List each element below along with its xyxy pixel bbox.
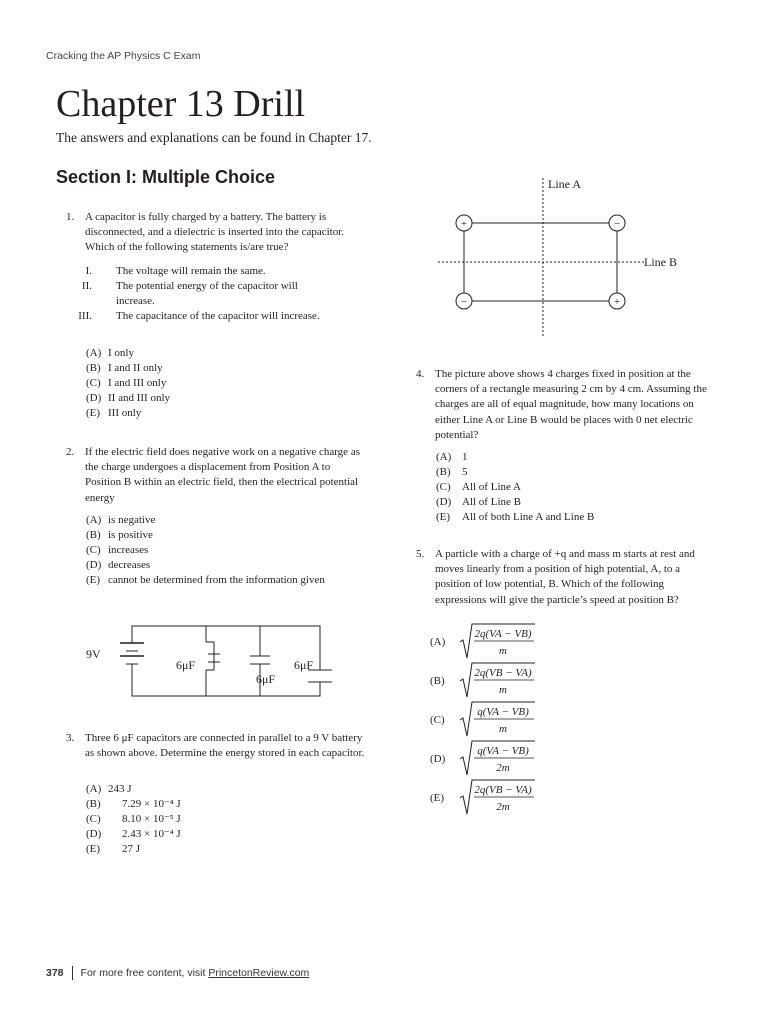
choice-e[interactable] bbox=[436, 510, 594, 525]
choice-label: (D) bbox=[430, 753, 446, 765]
question-text: Three 6 μF capacitors are connected in parallel to a 9 V battery as shown above. Determine the energy stored in each capacitor. bbox=[85, 732, 365, 760]
chapter-title: Chapter 13 Drill bbox=[56, 83, 306, 125]
question-4 bbox=[416, 367, 716, 443]
choice-text: 243 J bbox=[108, 783, 132, 795]
question-5 bbox=[416, 547, 716, 608]
choice-text: 27 J bbox=[122, 843, 141, 855]
choice-c[interactable] bbox=[436, 480, 594, 495]
choice-label: (D) bbox=[86, 828, 102, 840]
statement-text: The voltage will remain the same. bbox=[116, 265, 266, 277]
statement-3 bbox=[66, 309, 336, 324]
choice-label: (A) bbox=[86, 783, 102, 795]
q3-choices bbox=[86, 782, 181, 857]
choice-e[interactable] bbox=[86, 406, 170, 421]
choice-text: I and II only bbox=[108, 362, 163, 374]
princeton-review-link[interactable]: PrincetonReview.com bbox=[208, 966, 310, 979]
choice-label: (C) bbox=[86, 813, 101, 825]
choice-c[interactable] bbox=[86, 376, 170, 391]
question-3 bbox=[66, 731, 366, 761]
choice-text: is positive bbox=[108, 529, 153, 541]
choice-d[interactable] bbox=[86, 827, 181, 842]
choice-a[interactable] bbox=[430, 624, 535, 658]
numerator: q(VA − VB) bbox=[477, 706, 529, 718]
line-a-label: Line A bbox=[548, 177, 581, 191]
question-number: 2. bbox=[66, 446, 75, 458]
choice-text: cannot be determined from the information given bbox=[108, 574, 325, 586]
footer-text: For more free content, visit bbox=[80, 966, 209, 979]
choice-label: (E) bbox=[86, 574, 101, 586]
question-2 bbox=[66, 445, 366, 506]
choice-text: 1 bbox=[462, 451, 468, 463]
denominator: 2m bbox=[496, 801, 510, 813]
charge-top-left bbox=[456, 215, 472, 231]
choice-label: (D) bbox=[436, 496, 452, 508]
capacitor-right-label: 6μF bbox=[294, 658, 314, 672]
numerator: 2q(VA − VB) bbox=[474, 628, 532, 640]
choice-e[interactable] bbox=[430, 780, 535, 814]
choice-text: 7.29 × 10⁻⁴ J bbox=[122, 798, 181, 810]
section-title: Section I: Multiple Choice bbox=[56, 167, 276, 187]
choice-label: (E) bbox=[436, 511, 451, 523]
choice-text: I and III only bbox=[108, 377, 167, 389]
choice-label: (E) bbox=[430, 792, 445, 804]
choice-c[interactable] bbox=[86, 812, 181, 827]
question-number: 1. bbox=[66, 211, 75, 223]
question-number: 4. bbox=[416, 368, 425, 380]
numerator: q(VA − VB) bbox=[477, 745, 529, 757]
question-number: 3. bbox=[66, 732, 75, 744]
choice-b[interactable] bbox=[436, 465, 594, 480]
choice-label: (C) bbox=[86, 377, 101, 389]
choice-label: (A) bbox=[86, 514, 102, 526]
question-text: If the electric field does negative work on a negative charge as the charge undergoes a displacement from Position A to Position B within an electric field, then the electrical potential energy bbox=[85, 446, 360, 504]
svg-text:+: + bbox=[613, 296, 621, 308]
choice-text: 8.10 × 10⁻⁵ J bbox=[122, 813, 181, 825]
choice-label: (B) bbox=[436, 466, 451, 478]
choice-d[interactable] bbox=[430, 741, 535, 775]
choice-label: (C) bbox=[430, 714, 445, 726]
q1-choices bbox=[86, 346, 170, 421]
choice-text: All of Line B bbox=[462, 496, 521, 508]
svg-text:+: + bbox=[460, 218, 468, 230]
choice-text: 5 bbox=[462, 466, 468, 478]
q5-choices bbox=[430, 622, 570, 822]
charge-rectangle-diagram bbox=[430, 172, 690, 342]
choice-label: (B) bbox=[86, 529, 101, 541]
charge-bottom-right bbox=[609, 293, 625, 309]
chapter-subtitle: The answers and explanations can be found in Chapter 17. bbox=[56, 130, 372, 145]
choice-e[interactable] bbox=[86, 842, 181, 857]
choice-text: I only bbox=[108, 347, 134, 359]
question-text: The picture above shows 4 charges fixed in position at the corners of a rectangle measuring 2 cm by 4 cm. Assuming the charges are all of equal magnitude, how many locations on either Line A or Line B would be places with 0 net electric potential? bbox=[435, 368, 707, 441]
choice-text: III only bbox=[108, 407, 142, 419]
denominator: 2m bbox=[496, 762, 510, 774]
choice-text: is negative bbox=[108, 514, 156, 526]
choice-b[interactable] bbox=[86, 361, 170, 376]
numerator: 2q(VB − VA) bbox=[474, 667, 532, 679]
svg-text:−: − bbox=[460, 296, 468, 308]
choice-label: (B) bbox=[430, 675, 445, 687]
choice-label: (D) bbox=[86, 392, 102, 404]
choice-a[interactable] bbox=[86, 782, 181, 797]
svg-text:−: − bbox=[613, 218, 621, 230]
choice-label: (A) bbox=[430, 636, 446, 648]
choice-text: All of both Line A and Line B bbox=[462, 511, 595, 523]
choice-text: decreases bbox=[108, 559, 151, 571]
choice-label: (A) bbox=[86, 347, 102, 359]
capacitor-left-label: 6μF bbox=[176, 658, 196, 672]
charge-top-right bbox=[609, 215, 625, 231]
page-footer bbox=[46, 966, 309, 980]
circuit-diagram bbox=[80, 620, 340, 710]
choice-label: (B) bbox=[86, 798, 101, 810]
choice-label: (E) bbox=[86, 843, 101, 855]
battery-label: 9V bbox=[86, 647, 101, 661]
choice-b[interactable] bbox=[430, 663, 535, 697]
choice-label: (C) bbox=[86, 544, 101, 556]
choice-text: All of Line A bbox=[462, 481, 521, 493]
choice-text: II and III only bbox=[108, 392, 171, 404]
choice-c[interactable] bbox=[86, 543, 325, 558]
choice-a[interactable] bbox=[436, 450, 594, 465]
question-number: 5. bbox=[416, 548, 425, 560]
charge-bottom-left bbox=[456, 293, 472, 309]
question-text: A capacitor is fully charged by a battery. The battery is disconnected, and a dielectric is inserted into the capacitor. Which of the following statements is/are true? bbox=[85, 211, 345, 254]
choice-label: (C) bbox=[436, 481, 451, 493]
statement-number: III. bbox=[78, 310, 92, 322]
statement-number: II. bbox=[81, 280, 92, 292]
choice-text: increases bbox=[108, 544, 149, 556]
choice-label: (E) bbox=[86, 407, 101, 419]
choice-e[interactable] bbox=[86, 573, 325, 588]
line-b-label: Line B bbox=[644, 255, 677, 269]
denominator: m bbox=[499, 723, 507, 735]
question-text: A particle with a charge of +q and mass m starts at rest and moves linearly from a position of high potential, A, to a position of low potential, B. Which of the following expressions will give the particle’s speed at position B? bbox=[435, 548, 695, 606]
choice-d[interactable] bbox=[86, 558, 325, 573]
choice-text: 2.43 × 10⁻⁴ J bbox=[122, 828, 181, 840]
q2-choices bbox=[86, 513, 325, 588]
statement-2 bbox=[66, 279, 336, 309]
choice-label: (A) bbox=[436, 451, 452, 463]
statement-text: The capacitance of the capacitor will increase. bbox=[116, 310, 320, 322]
choice-label: (D) bbox=[86, 559, 102, 571]
denominator: m bbox=[499, 645, 507, 657]
statement-text: The potential energy of the capacitor will increase. bbox=[116, 280, 298, 308]
choice-d[interactable] bbox=[86, 391, 170, 406]
statement-number: I. bbox=[85, 265, 92, 277]
statement-1 bbox=[66, 264, 366, 279]
choice-a[interactable] bbox=[86, 513, 325, 528]
question-1 bbox=[66, 210, 366, 256]
denominator: m bbox=[499, 684, 507, 696]
capacitor-middle-label: 6μF bbox=[256, 672, 276, 686]
page-number: 378 bbox=[46, 966, 64, 979]
numerator: 2q(VB − VA) bbox=[474, 784, 532, 796]
choice-b[interactable] bbox=[86, 528, 325, 543]
choice-d[interactable] bbox=[436, 495, 594, 510]
choice-c[interactable] bbox=[430, 702, 535, 736]
running-header: Cracking the AP Physics C Exam bbox=[46, 50, 201, 62]
choice-label: (B) bbox=[86, 362, 101, 374]
choice-b[interactable] bbox=[86, 797, 181, 812]
q4-choices bbox=[436, 450, 594, 525]
footer-divider bbox=[72, 966, 73, 980]
choice-a[interactable] bbox=[86, 346, 170, 361]
